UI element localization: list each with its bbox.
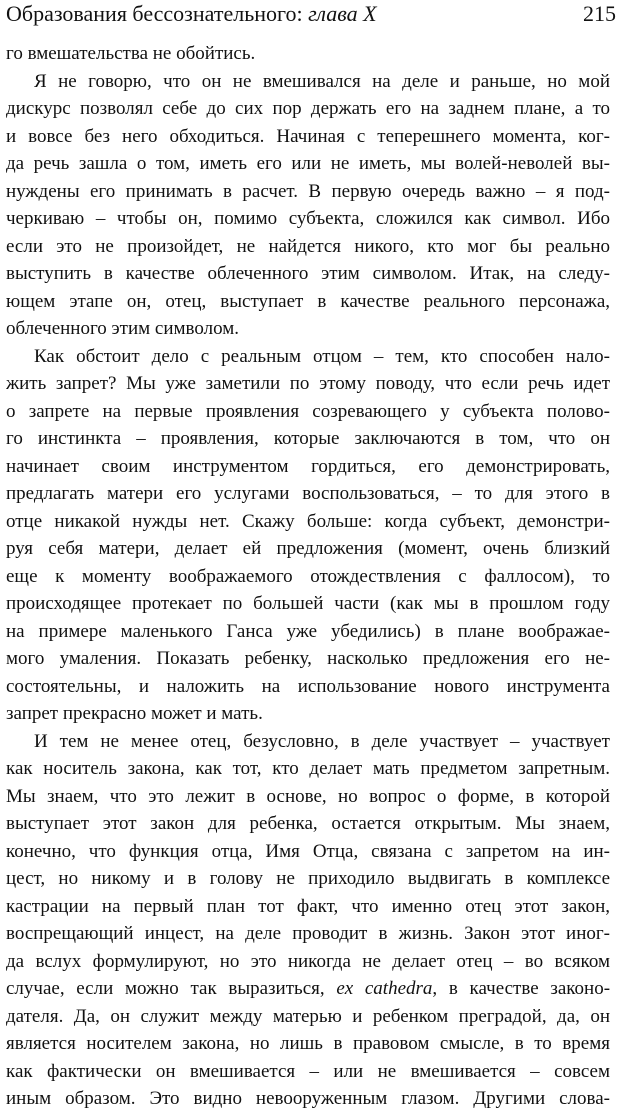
book-title: Образования бессознательного:: [6, 1, 309, 26]
text-line: цест, но никому и в голову не приходило выдвигать в комплексе: [6, 868, 610, 889]
text-line: о запрете на первые проявления созревающего у субъекта полово-: [6, 400, 610, 422]
text-line: на примере маленького Ганса уже убедились) в плане воображае-: [6, 620, 610, 642]
text-line: конечно, что функция отца, Имя Отца, связана с запретом на ин-: [6, 840, 610, 862]
text-line: нуждены его принимать в расчет. В первую очередь важно – я под-: [6, 180, 610, 202]
emphasis-text: ex cathedra: [336, 978, 433, 999]
text-line: еще к моменту воображаемого отождествления с фаллосом), то: [6, 565, 610, 587]
text-line: выступает этот закон для ребенка, остается открытым. Мы знаем,: [6, 813, 610, 834]
text-line: го инстинкта – проявления, которые заключаются в том, что он: [6, 428, 610, 449]
text-line: как фактически он вмешивается – или не вмешивается – совсем: [6, 1060, 610, 1082]
text-line: происходящее протекает по большей части (как мы в прошлом году: [6, 593, 610, 614]
text-line: жить запрет? Мы уже заметили по этому поводу, что если речь идет: [6, 373, 610, 394]
running-head-title: [6, 0, 377, 28]
text-line: кастрации на первый план тот факт, что именно отец этот закон,: [6, 895, 610, 917]
text-line: И тем не менее отец, безусловно, в деле участвует – участвует: [34, 730, 610, 752]
text-line: го вмешательства не обойтись.: [6, 43, 256, 64]
text-line: [6, 975, 610, 1003]
text-line: Мы знаем, что это лежит в основе, но вопрос о форме, в которой: [6, 785, 610, 807]
text-line: черкиваю – чтобы он, помимо субъекта, сложился как символ. Ибо: [6, 208, 610, 229]
text-line: выступить в качестве облеченного этим символом. Итак, на следу-: [6, 263, 610, 284]
text-line: предлагать матери его услугами воспользоваться, – то для этого в: [6, 483, 610, 504]
text-line: Я не говорю, что он не вмешивался на деле и раньше, но мой: [34, 70, 610, 92]
text-line: если это не произойдет, не найдется никого, кто мог бы реально: [6, 235, 610, 257]
text-line: состоятельны, и наложить на использование нового инструмента: [6, 675, 610, 697]
text-line: отце никакой нужды нет. Скажу больше: когда субъект, демонстри-: [6, 510, 610, 532]
text-line: дискурс позволял себе до сих пор держать его на заднем плане, а то: [6, 98, 610, 119]
text-segment: случае, если можно так выразиться,: [6, 978, 337, 999]
text-line: Как обстоит дело с реальным отцом – тем, кто способен нало-: [34, 345, 610, 367]
text-line: дателя. Да, он служит между матерью и ребенком преградой, да, он: [6, 1005, 610, 1027]
body-text: [6, 40, 610, 1113]
running-head: [6, 0, 616, 30]
text-segment: , в качестве законо-: [432, 978, 610, 999]
text-line: облеченного этим символом.: [6, 318, 240, 339]
text-line: да вслух формулируют, но это никогда не делает отец – во всяком: [6, 950, 610, 972]
text-line: да речь зашла о том, иметь его или не иметь, мы волей-неволей вы-: [6, 153, 610, 174]
text-line: иным образом. Это видно невооруженным глазом. Другими слова-: [6, 1088, 610, 1109]
text-line: и вовсе без него обходиться. Начиная с теперешнего момента, ког-: [6, 125, 610, 147]
page-number: 215: [583, 1, 616, 26]
chapter-label: глава X: [308, 1, 377, 26]
text-line: как носитель закона, как тот, кто делает мать предметом запретным.: [6, 758, 610, 779]
text-line: начинает своим инструментом гордиться, его демонстрировать,: [6, 455, 610, 477]
text-line: руя себя матери, делает ей предложения (момент, очень близкий: [6, 538, 610, 559]
text-line: ющем этапе он, отец, выступает в качестве реального персонажа,: [6, 290, 610, 312]
text-line: запрет прекрасно может и мать.: [6, 703, 263, 724]
text-line: является носителем закона, но лишь в правовом смысле, в то время: [6, 1033, 610, 1054]
text-line: мого умаления. Показать ребенку, насколько предложения его не-: [6, 648, 610, 669]
text-line: воспрещающий инцест, на деле проводит в жизнь. Закон этот иног-: [6, 923, 610, 944]
